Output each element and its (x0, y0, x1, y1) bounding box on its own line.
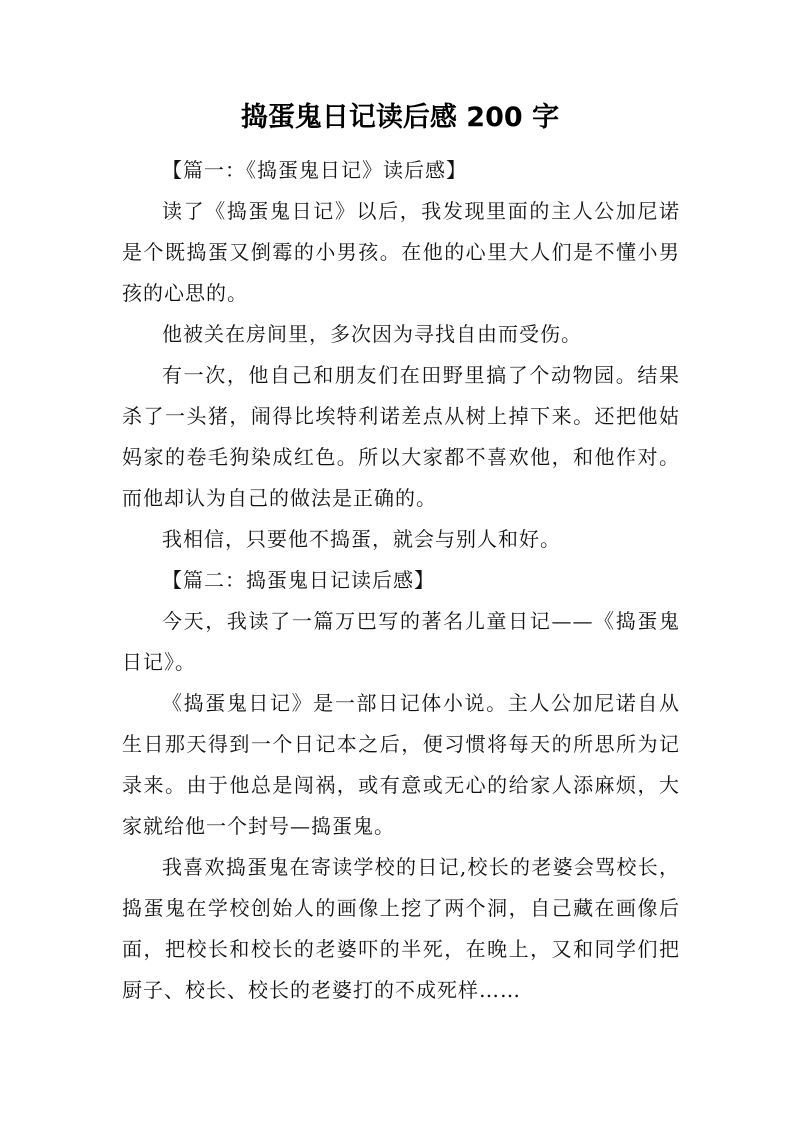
paragraph: 《捣蛋鬼日记》是一部日记体小说。主人公加尼诺自从生日那天得到一个日记本之后，便习惯将每天的所思所为记录来。由于他总是闯祸，或有意或无心的给家人添麻烦，大家就给他一个封号—捣蛋鬼。 (122, 691, 680, 838)
section-heading-1: 【篇一：《捣蛋鬼日记》读后感】 (162, 158, 467, 182)
paragraph: 读了《捣蛋鬼日记》以后，我发现里面的主人公加尼诺是个既捣蛋又倒霉的小男孩。在他的心里大人们是不懂小男孩的心思的。 (122, 199, 680, 305)
paragraph: 今天，我读了一篇万巴写的著名儿童日记——《捣蛋鬼日记》。 (122, 609, 680, 674)
paragraph: 他被关在房间里，多次因为寻找自由而受伤。 (162, 322, 582, 346)
paragraph: 有一次，他自己和朋友们在田野里搞了个动物园。结果杀了一头猪，闹得比埃特利诺差点从树上掉下来。还把他姑妈家的卷毛狗染成红色。所以大家都不喜欢他，和他作对。而他却认为自己的做法是正确的。 (122, 363, 680, 510)
paragraph: 我相信，只要他不捣蛋，就会与别人和好。 (162, 527, 561, 551)
paragraph: 我喜欢捣蛋鬼在寄读学校的日记,校长的老婆会骂校长，捣蛋鬼在学校创始人的画像上挖了两个洞，自己藏在画像后面，把校长和校长的老婆吓的半死，在晚上，又和同学们把厨子、校长、校长的老婆打的不成死样…… (122, 855, 680, 1002)
document-body (122, 150, 680, 1011)
document-title: 捣蛋鬼日记读后感 200 字 (240, 102, 560, 133)
section-heading-2: 【篇二：捣蛋鬼日记读后感】 (162, 568, 435, 592)
